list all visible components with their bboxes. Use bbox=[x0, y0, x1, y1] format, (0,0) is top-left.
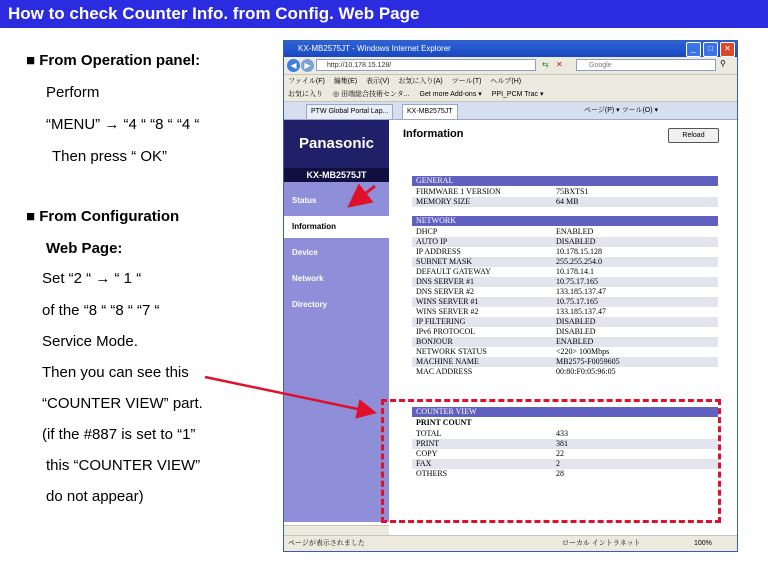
favorites-bar bbox=[284, 88, 737, 102]
press-ok-text: Then press “ OK” bbox=[52, 148, 168, 165]
counter-field-value: 28 bbox=[556, 469, 564, 478]
network-row bbox=[412, 307, 718, 317]
search-icon[interactable]: ⚲ bbox=[720, 59, 726, 68]
favorite-link-3[interactable]: PPI_PCM Trac ▾ bbox=[491, 91, 544, 98]
web-page-heading: Web Page: bbox=[46, 240, 123, 257]
favorites-button[interactable]: お気に入り bbox=[288, 91, 323, 98]
then-see-text: Then you can see this bbox=[42, 364, 189, 381]
sidebar-item-device[interactable]: Device bbox=[292, 248, 318, 257]
network-field-value: <220> 100Mbps bbox=[556, 347, 610, 356]
network-field-value: 10.178.14.1 bbox=[556, 267, 594, 276]
tab-device[interactable]: KX-MB2575JT bbox=[402, 104, 458, 119]
network-section-header: NETWORK bbox=[412, 216, 718, 226]
network-row bbox=[412, 327, 718, 337]
counter-field-label: OTHERS bbox=[416, 469, 448, 478]
network-field-label: WINS SERVER #2 bbox=[416, 307, 479, 316]
close-icon[interactable]: ✕ bbox=[720, 42, 735, 57]
status-text: ページが表示されました bbox=[288, 540, 365, 547]
network-row bbox=[412, 257, 718, 267]
general-row bbox=[412, 187, 718, 197]
network-field-label: DHCP bbox=[416, 227, 438, 236]
general-field-label: FIRMWARE 1 VERSION bbox=[416, 187, 501, 196]
network-field-value: DISABLED bbox=[556, 237, 596, 246]
set-line: Set “2 “ → “ 1 “ bbox=[42, 270, 142, 287]
address-bar[interactable]: http://10.178.15.128/ bbox=[316, 59, 536, 71]
network-row bbox=[412, 337, 718, 347]
perform-text: Perform bbox=[46, 84, 100, 101]
network-row bbox=[412, 367, 718, 377]
sidebar-item-network[interactable]: Network bbox=[292, 274, 324, 283]
page-title: Information bbox=[403, 128, 464, 140]
security-zone: ローカル イントラネット bbox=[562, 540, 641, 547]
counter-field-value: 2 bbox=[556, 459, 560, 468]
network-field-label: DNS SERVER #1 bbox=[416, 277, 475, 286]
network-field-value: 10.75.17.165 bbox=[556, 297, 598, 306]
forward-icon[interactable]: ▶ bbox=[301, 59, 314, 72]
menu-tools[interactable]: ツール(T) bbox=[451, 78, 482, 85]
counter-field-value: 433 bbox=[556, 429, 568, 438]
address-toolbar bbox=[284, 57, 737, 75]
counter-view-highlight bbox=[381, 399, 721, 523]
sidebar-item-information[interactable]: Information bbox=[284, 216, 389, 238]
network-field-value: MB2575-F0059605 bbox=[556, 357, 620, 366]
general-field-value: 64 MB bbox=[556, 197, 579, 206]
network-row bbox=[412, 317, 718, 327]
general-section-header: GENERAL bbox=[412, 176, 718, 186]
menu-view[interactable]: 表示(V) bbox=[366, 78, 390, 85]
menu-keys-text: “MENU” → “4 “ “8 “ “4 “ bbox=[46, 116, 200, 133]
network-field-value: ENABLED bbox=[556, 227, 594, 236]
network-field-label: AUTO IP bbox=[416, 237, 448, 246]
of-line: of the “8 “ “8 “ “7 “ bbox=[42, 302, 160, 319]
network-field-value: DISABLED bbox=[556, 317, 596, 326]
counter-field-label: TOTAL bbox=[416, 429, 442, 438]
sidebar-item-status[interactable]: Status bbox=[292, 196, 317, 205]
counter-field-label: COPY bbox=[416, 449, 438, 458]
network-field-value: 255.255.254.0 bbox=[556, 257, 602, 266]
network-field-label: IP FILTERING bbox=[416, 317, 466, 326]
general-field-value: 75BXTS1 bbox=[556, 187, 589, 196]
general-row bbox=[412, 197, 718, 207]
network-field-value: 133.185.137.47 bbox=[556, 307, 606, 316]
tab-tools[interactable]: ページ(P) ▾ ツール(O) ▾ bbox=[584, 107, 659, 114]
horizontal-scrollbar[interactable] bbox=[284, 525, 389, 535]
counter-field-label: PRINT bbox=[416, 439, 440, 448]
favorite-link-1[interactable]: ◎ 田端総合技術センタ... bbox=[332, 91, 410, 98]
network-field-label: IP ADDRESS bbox=[416, 247, 461, 256]
network-field-label: IPv6 PROTOCOL bbox=[416, 327, 476, 336]
menu-help[interactable]: ヘルプ(H) bbox=[490, 78, 522, 85]
network-row bbox=[412, 287, 718, 297]
counter-section-header: COUNTER VIEW bbox=[412, 407, 718, 417]
stop-icon[interactable]: ✕ bbox=[556, 60, 563, 69]
this-cv-text: this “COUNTER VIEW” bbox=[46, 457, 201, 474]
op-panel-heading: ■ From Operation panel: bbox=[26, 52, 201, 69]
window-title: KX-MB2575JT - Windows Internet Explorer bbox=[298, 44, 451, 53]
network-field-label: NETWORK STATUS bbox=[416, 347, 487, 356]
network-field-label: MACHINE NAME bbox=[416, 357, 479, 366]
browser-title-bar bbox=[284, 41, 737, 57]
brand-logo: Panasonic bbox=[284, 120, 389, 168]
go-icon[interactable]: ⇆ bbox=[542, 60, 549, 69]
counter-field-value: 381 bbox=[556, 439, 568, 448]
tab-row bbox=[284, 102, 737, 120]
network-field-value: 10.75.17.165 bbox=[556, 277, 598, 286]
search-input[interactable]: Google bbox=[576, 59, 716, 71]
general-field-label: MEMORY SIZE bbox=[416, 197, 471, 206]
maximize-icon[interactable]: □ bbox=[703, 42, 718, 57]
menu-favorites[interactable]: お気に入り(A) bbox=[398, 78, 443, 85]
status-bar bbox=[284, 535, 737, 552]
network-field-value: 133.185.137.47 bbox=[556, 287, 606, 296]
zoom-level[interactable]: 100% bbox=[694, 540, 712, 547]
network-row bbox=[412, 267, 718, 277]
network-field-label: DEFAULT GATEWAY bbox=[416, 267, 491, 276]
network-field-label: MAC ADDRESS bbox=[416, 367, 473, 376]
network-row bbox=[412, 357, 718, 367]
counter-view-part-text: “COUNTER VIEW” part. bbox=[42, 395, 203, 412]
network-row bbox=[412, 277, 718, 287]
network-field-label: BONJOUR bbox=[416, 337, 453, 346]
if-887-text: (if the #887 is set to “1” bbox=[42, 426, 196, 443]
menu-edit[interactable]: 編集(E) bbox=[333, 78, 358, 85]
network-field-value: 10.178.15.128 bbox=[556, 247, 602, 256]
print-count-label: PRINT COUNT bbox=[416, 418, 472, 427]
minimize-icon[interactable]: _ bbox=[686, 42, 701, 57]
network-row bbox=[412, 247, 718, 257]
device-sidebar bbox=[284, 120, 389, 522]
counter-field-label: FAX bbox=[416, 459, 432, 468]
instruction-notes bbox=[0, 28, 270, 576]
back-icon[interactable]: ◀ bbox=[287, 59, 300, 72]
network-row bbox=[412, 347, 718, 357]
model-name: KX-MB2575JT bbox=[284, 168, 389, 182]
menu-file[interactable]: ファイル(F) bbox=[288, 78, 325, 85]
config-heading: ■ From Configuration bbox=[26, 208, 180, 225]
sidebar-item-directory[interactable]: Directory bbox=[292, 300, 328, 309]
network-row bbox=[412, 237, 718, 247]
network-row bbox=[412, 227, 718, 237]
menu-bar bbox=[284, 75, 737, 88]
slide-title: How to check Counter Info. from Config. Web Page bbox=[0, 0, 768, 28]
network-field-label: DNS SERVER #2 bbox=[416, 287, 475, 296]
network-field-label: SUBNET MASK bbox=[416, 257, 473, 266]
favorite-link-2[interactable]: Get more Add-ons ▾ bbox=[419, 91, 482, 98]
reload-button[interactable]: Reload bbox=[668, 128, 719, 143]
not-appear-text: do not appear) bbox=[46, 488, 144, 505]
service-mode-text: Service Mode. bbox=[42, 333, 138, 350]
network-field-value: 00:80:F0:05:96:05 bbox=[556, 367, 616, 376]
tab-portal[interactable]: PTW Global Portal Lap... bbox=[306, 104, 393, 119]
network-row bbox=[412, 297, 718, 307]
counter-field-value: 22 bbox=[556, 449, 564, 458]
network-field-value: DISABLED bbox=[556, 327, 596, 336]
network-field-value: ENABLED bbox=[556, 337, 594, 346]
network-field-label: WINS SERVER #1 bbox=[416, 297, 479, 306]
